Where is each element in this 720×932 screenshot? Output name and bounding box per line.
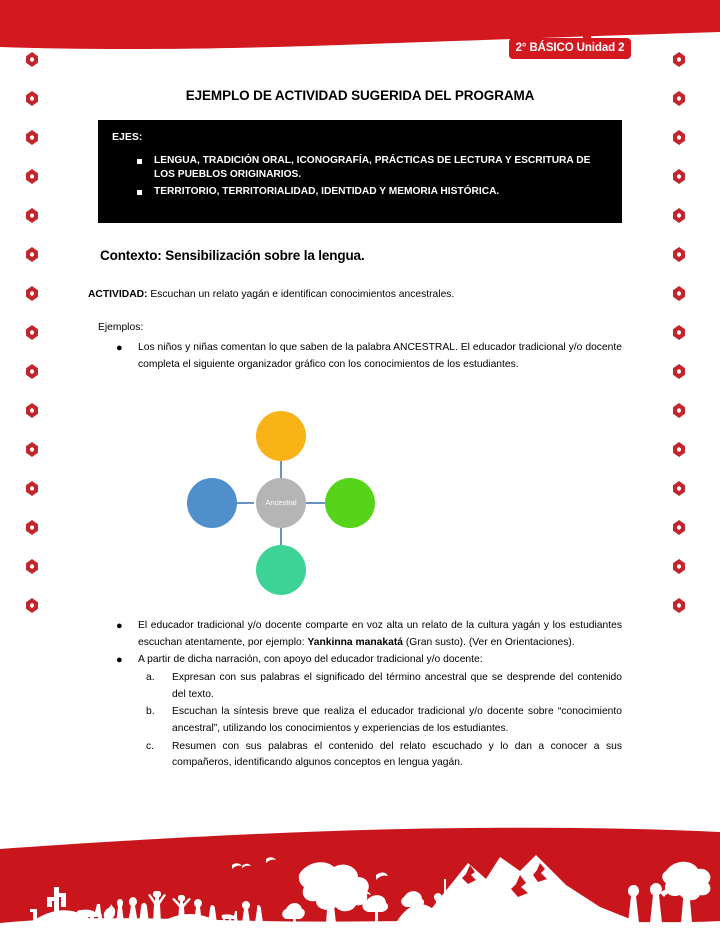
list-item-text: Expresan con sus palabras el significado del término ancestral que se desprende del contenido del texto. [172, 672, 622, 700]
list-marker: c. [146, 740, 155, 752]
contexto-heading: Contexto: Sensibilización sobre la lengua. [100, 248, 365, 263]
rhombus-motif-icon [26, 169, 38, 184]
page-title: EJEMPLO DE ACTIVIDAD SUGERIDA DEL PROGRAMA [185, 88, 535, 103]
list-item [88, 739, 622, 772]
list-item [88, 340, 622, 373]
organizer-node-center [256, 478, 306, 528]
ejes-item-text: TERRITORIO, TERRITORIALIDAD, IDENTIDAD Y MEMORIA HISTÓRICA. [154, 185, 500, 197]
list-item-text-bold: Yankinna manakatá [307, 636, 404, 648]
actividad-line [88, 288, 454, 302]
rhombus-motif-icon [673, 403, 685, 418]
graphic-organizer [176, 400, 386, 605]
right-decorative-rail [673, 52, 695, 622]
rhombus-motif-icon [673, 208, 685, 223]
list-item [88, 670, 622, 703]
list-item-text-post: (Gran susto). (Ver en Orientaciones). [403, 636, 575, 648]
rhombus-motif-icon [673, 559, 685, 574]
rhombus-motif-icon [26, 403, 38, 418]
ejes-item [137, 154, 608, 183]
rhombus-motif-icon [673, 286, 685, 301]
actividad-text: Escuchan un relato yagán e identifican conocimientos ancestrales. [147, 289, 455, 300]
rhombus-motif-icon [26, 325, 38, 340]
list-item-text: A partir de dicha narración, con apoyo del educador tradicional y/o docente: [138, 654, 483, 666]
rhombus-motif-icon [26, 208, 38, 223]
list-item [88, 618, 622, 651]
footer-landscape-silhouette [0, 827, 720, 932]
organizer-diagram [176, 400, 386, 605]
rhombus-motif-icon [673, 325, 685, 340]
organizer-center-label: Ancestral [265, 498, 297, 507]
left-decorative-rail [26, 52, 48, 622]
rhombus-motif-icon [26, 247, 38, 262]
list-item [88, 652, 622, 669]
list-item-text [138, 618, 622, 651]
footer-decorative-band [0, 827, 720, 932]
rhombus-motif-icon [673, 364, 685, 379]
rhombus-motif-icon [26, 442, 38, 457]
rhombus-motif-icon [673, 442, 685, 457]
list-item-text: Los niños y niñas comentan lo que saben de la palabra ANCESTRAL. El educador tradicional y/o docente completa el siguiente organizador gráfico con los conocimientos de los estudiantes. [138, 342, 622, 370]
examples-list-top [88, 340, 622, 374]
rhombus-motif-icon [26, 130, 38, 145]
bullet-icon: ● [116, 654, 123, 667]
organizer-node-left [187, 478, 237, 528]
square-bullet-icon [137, 159, 142, 164]
organizer-node-top [256, 411, 306, 461]
rhombus-motif-icon [26, 598, 38, 613]
list-item-text: Escuchan la síntesis breve que realiza el educador tradicional y/o docente sobre “conocimiento ancestral”, utilizando los conocimientos y experiencias de los estudiantes. [172, 706, 622, 735]
ejemplos-label: Ejemplos: [98, 322, 144, 333]
rhombus-motif-icon [673, 520, 685, 535]
rhombus-motif-icon [26, 364, 38, 379]
organizer-node-right [325, 478, 375, 528]
ejes-box [98, 120, 622, 223]
organizer-node-bottom [256, 545, 306, 595]
list-marker: a. [146, 672, 155, 684]
rhombus-motif-icon [673, 247, 685, 262]
rhombus-motif-icon [26, 286, 38, 301]
rhombus-motif-icon [673, 598, 685, 613]
list-item [88, 704, 622, 737]
actividad-label: ACTIVIDAD: [88, 289, 148, 300]
list-marker: b. [146, 706, 155, 718]
rhombus-motif-icon [26, 559, 38, 574]
list-item-text-pre: El educador tradicional y/o docente comparte en voz alta un relato de la cultura yagán y los estudiantes escuchan atentamente, por ejemplo: [138, 620, 622, 648]
bullet-icon: ● [116, 620, 123, 632]
ejes-label: EJES: [112, 131, 143, 143]
list-item-text: Resumen con sus palabras el contenido del relato escuchado y lo dan a conocer a sus compañeros, identificando algunos conceptos en lengua yagán. [172, 740, 622, 769]
ejes-item-text: LENGUA, TRADICIÓN ORAL, ICONOGRAFÍA, PRÁCTICAS DE LECTURA Y ESCRITURA DE LOS PUEBLOS ORIGINARIOS. [154, 155, 591, 181]
rhombus-motif-icon [26, 481, 38, 496]
rhombus-motif-icon [673, 481, 685, 496]
bullet-icon: ● [116, 342, 123, 354]
rhombus-motif-icon [26, 520, 38, 535]
square-bullet-icon [137, 190, 142, 195]
ejes-item [137, 185, 608, 199]
rhombus-motif-icon [673, 130, 685, 145]
unit-badge: 2° BÁSICO Unidad 2 [509, 38, 631, 59]
rhombus-motif-icon [673, 169, 685, 184]
examples-list-bottom [88, 618, 622, 773]
